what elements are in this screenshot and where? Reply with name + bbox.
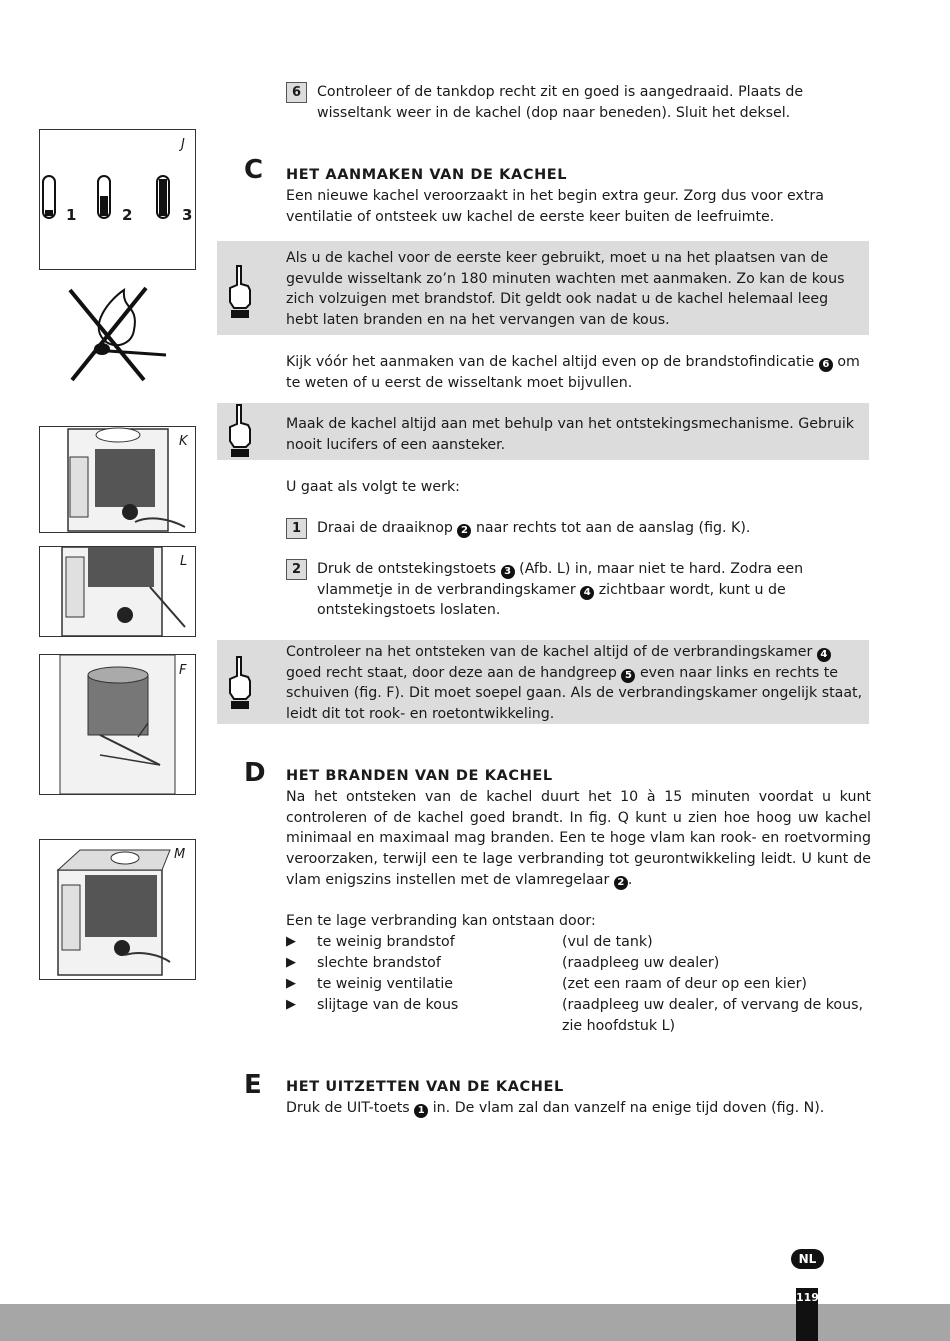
circled-number: 1 <box>414 1104 428 1118</box>
no-matches-icon <box>64 285 172 385</box>
section-d-paragraph-b: . <box>627 871 633 888</box>
step-number-6: 6 <box>286 82 307 103</box>
section-d-letter: D <box>244 758 266 788</box>
step-1-text-b: naar rechts tot aan de aanslag (fig. K). <box>475 520 751 536</box>
heater-illustration <box>40 840 195 979</box>
section-e-letter: E <box>244 1070 262 1100</box>
circled-number: 2 <box>614 876 628 890</box>
step-2-text <box>317 559 872 621</box>
step-2-text-a: Druk de ontstekingstoets <box>317 561 497 577</box>
figure-j-label: J <box>181 137 185 152</box>
figure-k <box>39 426 196 533</box>
remedy-text: (raadpleeg uw dealer) <box>562 955 720 971</box>
pointing-hand-icon <box>226 655 254 711</box>
section-e-title: HET UITZETTEN VAN DE KACHEL <box>286 1079 564 1095</box>
procedure-intro: U gaat als volgt te werk: <box>286 479 460 495</box>
page-number: 119 <box>796 1291 819 1304</box>
section-c-title: HET AANMAKEN VAN DE KACHEL <box>286 167 568 183</box>
bullet-icon: ▶ <box>286 934 296 949</box>
pointing-hand-icon <box>226 264 254 320</box>
note-3-text-a: Controleer na het ontsteken van de kachel altijd of de verbrandingskamer <box>286 644 813 660</box>
fuel-check-text-b: om te weten of u eerst de wisseltank moet bijvullen. <box>286 354 860 391</box>
remedy-text: (raadpleeg uw dealer, of vervang de kous, zie hoofdstuk L) <box>562 997 864 1034</box>
section-e-text-b: in. De vlam zal dan vanzelf na enige tijd doven (fig. N). <box>432 1100 825 1116</box>
pointing-hand-icon <box>226 403 254 459</box>
fuel-check-text-a: Kijk vóór het aanmaken van de kachel altijd even op de brandstofindicatie <box>286 354 815 370</box>
fuel-gauge-icons <box>40 170 195 230</box>
bullet-icon: ▶ <box>286 955 296 970</box>
page-number-tab <box>796 1288 818 1341</box>
heater-illustration <box>40 427 195 532</box>
bullet-icon: ▶ <box>286 997 296 1012</box>
section-d-title: HET BRANDEN VAN DE KACHEL <box>286 768 553 784</box>
note-1-text: Als u de kachel voor de eerste keer gebruikt, moet u na het plaatsen van de gevulde wisseltank zo’n 180 minuten wachten met aanmaken. Zo kan de kous zich volzuigen met brandstof. Dit geldt ook nadat u de kachel helemaal leeg hebt laten branden en na het vervangen van de kous. <box>286 250 845 329</box>
section-d-paragraph <box>286 787 871 891</box>
note-3-text-c: even naar links en rechts te schuiven (fig. F). Dit moet soepel gaan. Als de verbrandingskamer ongelijk staat, leidt dit tot rook- en roetontwikkeling. <box>286 664 863 723</box>
figure-l <box>39 546 196 637</box>
cause-text: te weinig brandstof <box>317 934 455 950</box>
heater-illustration <box>40 547 195 636</box>
note-3-text-b: goed recht staat, door deze aan de handgreep <box>286 664 617 681</box>
circled-number: 4 <box>580 586 594 600</box>
circled-number: 3 <box>501 565 515 579</box>
circled-number: 2 <box>457 524 471 538</box>
step-6-text: Controleer of de tankdop recht zit en goed is aangedraaid. Plaats de wisseltank weer in de kachel (dop naar beneden). Sluit het deksel. <box>317 84 804 121</box>
cause-text: slechte brandstof <box>317 955 441 971</box>
figure-f-label: F <box>179 663 187 678</box>
remedy-text: (vul de tank) <box>562 934 653 950</box>
step-2-text-b: (Afb. L) in, maar niet te hard. Zodra een vlammetje in de verbrandingskamer <box>317 561 804 598</box>
section-c-letter: C <box>244 155 264 185</box>
step-number-2: 2 <box>286 559 307 580</box>
figure-f <box>39 654 196 795</box>
combustion-chamber-illustration <box>40 655 195 794</box>
section-e-text <box>286 1098 871 1119</box>
gauge-num-2: 2 <box>122 206 133 224</box>
cause-text: slijtage van de kous <box>317 997 459 1013</box>
cause-text: te weinig ventilatie <box>317 976 454 992</box>
step-number-1: 1 <box>286 518 307 539</box>
step-1-text <box>317 518 872 539</box>
step-1-text-a: Draai de draaiknop <box>317 520 453 536</box>
gauge-num-1: 1 <box>66 206 77 224</box>
note-3-text <box>286 642 866 725</box>
figure-k-label: K <box>179 434 188 449</box>
note-2-text: Maak de kachel altijd aan met behulp van het ontstekingsmechanisme. Gebruik nooit lucifers of een aansteker. <box>286 416 855 453</box>
causes-intro: Een te lage verbranding kan ontstaan door: <box>286 913 596 929</box>
section-e-text-a: Druk de UIT-toets <box>286 1100 410 1116</box>
fuel-check-text <box>286 352 876 393</box>
figure-m <box>39 839 196 980</box>
section-d-paragraph-a: Na het ontsteken van de kachel duurt het 10 à 15 minuten voordat u kunt controleren of de kachel goed brandt. In fig. Q kunt u zien hoe hoog uw kachel minimaal en maximaal mag branden. Een te hoge vlam kan rook- en roetvorming veroorzaken, terwijl een te lage verbranding tot geurontwikkeling leidt. U kunt de vlam enigszins instellen met de vlamregelaar <box>286 789 871 888</box>
circled-number: 4 <box>817 648 831 662</box>
remedy-text: (zet een raam of deur op een kier) <box>562 976 807 992</box>
figure-l-label: L <box>180 554 188 569</box>
circled-number: 5 <box>621 669 635 683</box>
bullet-icon: ▶ <box>286 976 296 991</box>
circled-number: 6 <box>819 358 833 372</box>
figure-m-label: M <box>174 847 186 862</box>
language-badge: NL <box>791 1249 824 1269</box>
step-2-text-c: zichtbaar wordt, kunt u de ontstekingstoets loslaten. <box>317 581 786 619</box>
gauge-num-3: 3 <box>182 206 193 224</box>
figure-j <box>39 129 196 270</box>
section-c-intro: Een nieuwe kachel veroorzaakt in het begin extra geur. Zorg dus voor extra ventilatie of ontsteek uw kachel de eerste keer buiten de leefruimte. <box>286 188 824 225</box>
